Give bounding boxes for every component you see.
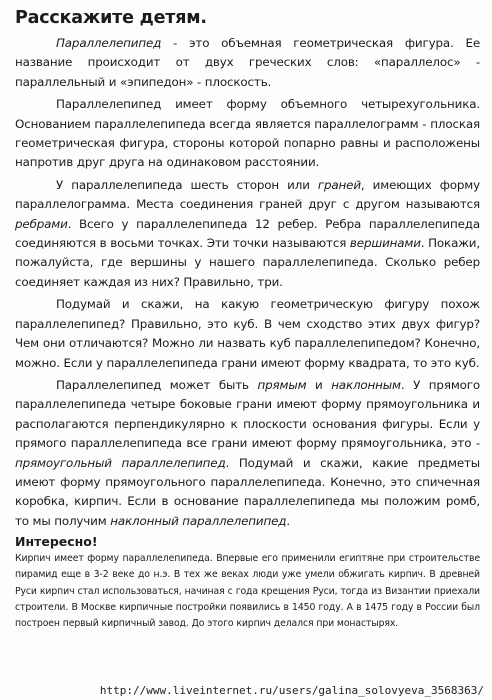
- text-run: . Покажи, пожалуйста, где вершины у нашего параллелепипеда. Сколько ребер соединяет каждая из них? Правильно, три.: [15, 236, 480, 289]
- text-run: . Подумай и скажи, какие предметы имеют форму прямоугольного параллелепипеда. Конечно, это спичечная коробка, кирпич. Если в основание параллелепипеда мы положим ромб, то мы получим: [15, 455, 480, 528]
- text-run: . Всего у параллелепипеда 12 ребер. Ребра параллелепипеда соединяются в восьми точках. Эти точки называются: [15, 216, 480, 251]
- main-text: [15, 34, 480, 531]
- text-run: Подумай и скажи, на какую геометрическую фигуру похож параллелепипед? Правильно, это куб. В чем сходство этих двух фигур? Чем они отличаются? Можно ли назвать куб параллелепипедом? Конечно, можно. Если у параллелепипеда грани имеют форму квадрата, то это куб.: [15, 297, 480, 370]
- source-watermark: http://www.liveinternet.ru/users/galina_solovyeva_3568363/: [99, 684, 484, 697]
- paragraph: [15, 376, 480, 531]
- paragraph: [15, 95, 480, 173]
- paragraph: [15, 295, 480, 373]
- italic-term: ребрами: [15, 216, 68, 231]
- text-run: Параллелепипед имеет форму объемного четырехугольника. Основанием параллелепипеда всегда является параллелограмм - плоская геометрическая фигура, стороны которой попарно равны и расположены напротив друг друга на одинаковом расстоянии.: [15, 97, 480, 170]
- note-section: [15, 551, 480, 632]
- text-run: .: [286, 513, 290, 528]
- paragraph: [15, 34, 480, 92]
- italic-term: вершинами: [349, 236, 421, 251]
- italic-term: наклонным: [331, 377, 401, 392]
- note-heading: Интересно!: [15, 534, 98, 550]
- italic-term: Параллелепипед: [56, 36, 162, 50]
- italic-term: наклонный параллелепипед: [110, 513, 287, 528]
- text-run: Параллелепипед может быть: [56, 377, 258, 392]
- italic-term: граней: [317, 177, 361, 192]
- italic-term: прямоугольный параллелепипед: [15, 455, 226, 470]
- paragraph: [15, 176, 480, 292]
- text-run: . У прямого параллелепипеда четыре боковые грани имеют форму прямоугольника и располагаются перпендикулярно к плоскости основания фигуры. Если у прямого параллелепипеда все грани имеют форму прямоугольника, это -: [15, 377, 480, 451]
- text-run: - это объемная геометрическая фигура. Ее название происходит от двух греческих слов: «параллелос» - параллельный и «эпипедон» - плоскость.: [15, 36, 480, 89]
- note-paragraph: Кирпич имеет форму параллелепипеда. Впервые его применили египтяне при строительстве пирамид еще в 3-2 веке до н.э. В тех же веках люди уже умели обжигать кирпич. В древней Руси кирпич стал использоваться, начиная с года крещения Руси, тогда из Византии приехали строители. В Москве кирпичные постройки появились в 1450 году. А в 1475 году в России был построен первый кирпичный завод. До этого кирпич делался при монастырях.: [15, 553, 480, 629]
- text-run: и: [306, 377, 332, 392]
- text-run: , имеющих форму параллелограмма. Места соединения граней друг с другом называются: [15, 177, 480, 212]
- text-run: У параллелепипеда шесть сторон или: [56, 177, 318, 192]
- page-heading: Расскажите детям.: [15, 8, 207, 28]
- italic-term: прямым: [257, 377, 307, 392]
- document-page: [15, 8, 480, 632]
